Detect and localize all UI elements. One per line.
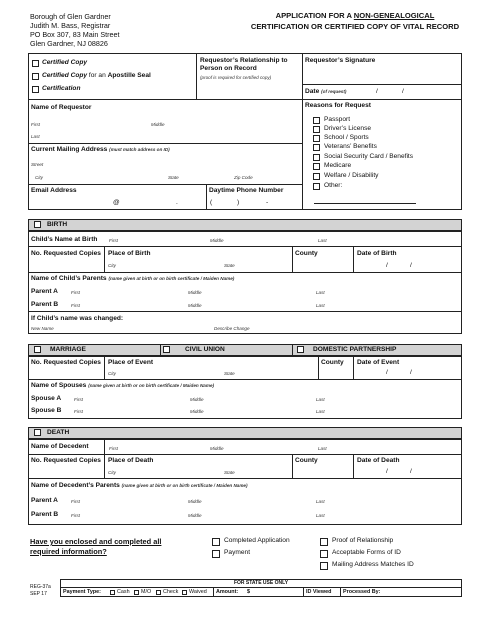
completed-application-label: Completed Application (224, 537, 290, 544)
date-of-death-label: Date of Death (357, 457, 400, 464)
county-label: County (295, 250, 318, 257)
divider (302, 53, 303, 210)
middle-hint: Middle (188, 290, 202, 295)
amount-label: Amount: (216, 589, 239, 595)
address-line: Borough of Glen Gardner (30, 12, 111, 21)
divider (353, 246, 354, 272)
divider (28, 311, 462, 312)
parent-a-label: Parent A (31, 497, 58, 504)
copies-label: No. Requested Copies (31, 457, 101, 464)
reason-checkbox[interactable] (313, 117, 320, 124)
check-checkbox[interactable] (156, 590, 161, 595)
email-label: Email Address (31, 187, 77, 194)
cash-label: Cash (117, 589, 130, 595)
middle-hint: Middle (188, 513, 202, 518)
death-band-label: DEATH (47, 429, 70, 436)
last-hint: Last (31, 134, 40, 139)
form-title (250, 10, 460, 32)
civil-union-checkbox[interactable] (163, 346, 170, 353)
mailing-matches-id-checkbox[interactable] (320, 562, 328, 570)
certified-copy-checkbox[interactable] (32, 60, 39, 67)
reason-other: Other: (324, 182, 343, 189)
title-part: APPLICATION FOR A (275, 11, 354, 20)
birth-band (28, 219, 462, 231)
reason-school: School / Sports (324, 134, 369, 141)
new-name-hint: New Name (31, 326, 54, 331)
divider (213, 587, 214, 597)
other-underline (314, 203, 416, 204)
city-hint: City (108, 263, 116, 268)
phone-close: ) (237, 199, 240, 206)
first-hint: First (71, 303, 80, 308)
enclosed-question: Have you enclosed and completed all required information? (30, 537, 162, 556)
name-changed-label: If Child’s name was changed: (31, 315, 124, 322)
parent-b-label: Parent B (31, 511, 59, 518)
county-label: County (295, 457, 318, 464)
acceptable-id-label: Acceptable Forms of ID (332, 549, 401, 556)
last-hint: Last (316, 397, 325, 402)
money-order-checkbox[interactable] (134, 590, 139, 595)
divider (206, 184, 207, 210)
date-slash: / (386, 468, 388, 475)
middle-hint: Middle (210, 446, 224, 451)
middle-hint: Middle (190, 397, 204, 402)
reason-checkbox[interactable] (313, 126, 320, 133)
divider (60, 587, 462, 588)
divider (340, 587, 341, 597)
copies-label: No. Requested Copies (31, 359, 101, 366)
email-at: @ (113, 199, 120, 206)
first-hint: First (109, 446, 118, 451)
city-hint: City (35, 175, 43, 180)
address-line: PO Box 307, 83 Main Street (30, 30, 120, 39)
reason-checkbox[interactable] (313, 154, 320, 161)
divider (353, 356, 354, 379)
reason-veterans: Veterans’ Benefits (324, 143, 377, 150)
place-of-birth-label: Place of Birth (108, 250, 151, 257)
parent-a-label: Parent A (31, 288, 58, 295)
describe-change-hint: Describe Change (214, 326, 250, 331)
date-of-event-label: Date of Event (357, 359, 400, 366)
signature-label: Requestor’s Signature (305, 57, 376, 64)
divider (196, 53, 197, 99)
reason-passport: Passport (324, 116, 351, 123)
id-viewed-label: ID Viewed (306, 589, 332, 595)
cash-checkbox[interactable] (110, 590, 115, 595)
payment-label: Payment (224, 549, 251, 556)
copies-label: No. Requested Copies (31, 250, 101, 257)
reason-drivers-license: Driver’s License (324, 125, 372, 132)
apostille-checkbox[interactable] (32, 73, 39, 80)
phone-open: ( (210, 199, 213, 206)
child-name-label: Child’s Name at Birth (31, 236, 98, 243)
middle-hint: Middle (151, 122, 165, 127)
email-dot: . (176, 199, 178, 206)
payment-checkbox[interactable] (212, 550, 220, 558)
divider (302, 99, 462, 100)
reason-checkbox[interactable] (313, 163, 320, 170)
last-hint: Last (316, 409, 325, 414)
apostille-label: Certified Copy for an Apostille Seal (42, 72, 151, 79)
first-hint: First (71, 290, 80, 295)
city-hint: City (108, 470, 116, 475)
title-line2: CERTIFICATION OR CERTIFIED COPY OF VITAL RECORD (250, 22, 460, 31)
middle-hint: Middle (188, 499, 202, 504)
dollar-sign: $ (247, 589, 250, 595)
divider (302, 84, 462, 85)
last-hint: Last (316, 513, 325, 518)
place-of-event-label: Place of Event (108, 359, 154, 366)
divider (28, 272, 462, 273)
divider (303, 587, 304, 597)
domestic-partnership-checkbox[interactable] (297, 346, 304, 353)
state-use-label: FOR STATE USE ONLY (233, 580, 289, 586)
divider (292, 246, 293, 272)
divider (292, 344, 293, 356)
money-order-label: M/O (141, 589, 152, 595)
date-label: Date (of request) (305, 88, 347, 95)
relationship-label: Requestor’s Relationship to Person on Record (200, 57, 288, 72)
divider (28, 379, 462, 380)
reason-checkbox[interactable] (313, 183, 320, 190)
reason-social-security: Social Security Card / Benefits (324, 153, 414, 160)
divider (318, 356, 319, 379)
date-slash: / (386, 262, 388, 269)
reason-medicare: Medicare (324, 162, 352, 169)
check-label: Check (163, 589, 179, 595)
decedent-parents-label: Name of Decedent’s Parents (name given at birth or on birth certificate / Maiden Name) (31, 482, 248, 489)
spouses-label: Name of Spouses (name given at birth or on birth certificate / Maiden Name) (31, 382, 215, 389)
death-checkbox[interactable] (34, 429, 41, 436)
last-hint: Last (318, 446, 327, 451)
civil-union-label: CIVIL UNION (185, 346, 225, 353)
reason-welfare: Welfare / Disability (324, 172, 379, 179)
date-slash: / (376, 88, 378, 95)
last-hint: Last (316, 303, 325, 308)
marriage-checkbox[interactable] (34, 346, 41, 353)
certification-label: Certification (42, 85, 81, 92)
reason-checkbox[interactable] (313, 135, 320, 142)
last-hint: Last (316, 290, 325, 295)
acceptable-id-checkbox[interactable] (320, 550, 328, 558)
date-slash: / (402, 88, 404, 95)
middle-hint: Middle (210, 238, 224, 243)
state-hint: State (224, 371, 235, 376)
state-hint: State (168, 175, 179, 180)
divider (104, 246, 105, 272)
zip-hint: Zip Code (234, 175, 253, 180)
parents-label: Name of Child’s Parents (name given at birth or on birth certificate / Maiden Name) (31, 275, 235, 282)
marriage-band (28, 344, 462, 356)
requestor-name-label: Name of Requestor (31, 104, 92, 111)
registrar-address (30, 12, 120, 48)
phone-label: Daytime Phone Number (209, 187, 284, 194)
decedent-label: Name of Decedent (31, 443, 89, 450)
last-hint: Last (318, 238, 327, 243)
divider (353, 454, 354, 478)
reason-checkbox[interactable] (313, 144, 320, 151)
date-slash: / (410, 369, 412, 376)
first-hint: First (71, 499, 80, 504)
marriage-label: MARRIAGE (50, 346, 86, 353)
place-of-death-label: Place of Death (108, 457, 154, 464)
proof-of-relationship-label: Proof of Relationship (332, 537, 394, 544)
birth-band-label: BIRTH (47, 221, 68, 228)
first-hint: First (74, 397, 83, 402)
certification-checkbox[interactable] (32, 86, 39, 93)
waived-label: Waived (189, 589, 207, 595)
completed-application-checkbox[interactable] (212, 538, 220, 546)
street-hint: Street (31, 162, 44, 167)
proof-of-relationship-checkbox[interactable] (320, 538, 328, 546)
domestic-partnership-label: DOMESTIC PARTNERSHIP (313, 346, 397, 353)
first-hint: First (31, 122, 40, 127)
certified-copy-label: Certified Copy (42, 59, 88, 66)
middle-hint: Middle (188, 303, 202, 308)
spouse-b-label: Spouse B (31, 407, 62, 414)
mailing-matches-id-label: Mailing Address Matches ID (332, 561, 414, 568)
title-underlined: NON-GENEALOGICAL (353, 11, 435, 20)
death-band (28, 427, 462, 439)
relationship-note: (proof is required for certified copy) (200, 75, 272, 80)
processed-by-label: Processed By: (343, 589, 381, 595)
divider (104, 439, 105, 478)
city-hint: City (108, 371, 116, 376)
divider (28, 478, 462, 479)
divider (160, 344, 161, 356)
parent-b-label: Parent B (31, 301, 59, 308)
last-hint: Last (316, 499, 325, 504)
form-number: REG-37a SEP 17 (30, 584, 51, 597)
first-hint: First (109, 238, 118, 243)
divider (28, 246, 462, 247)
date-slash: / (410, 262, 412, 269)
divider (292, 454, 293, 478)
spouse-a-label: Spouse A (31, 395, 62, 402)
phone-dash: - (266, 199, 269, 206)
address-line: Glen Gardner, NJ 08826 (30, 39, 108, 48)
reason-checkbox[interactable] (313, 173, 320, 180)
state-hint: State (224, 263, 235, 268)
date-slash: / (410, 468, 412, 475)
birth-checkbox[interactable] (34, 221, 41, 228)
first-hint: First (71, 513, 80, 518)
divider (28, 454, 462, 455)
date-slash: / (386, 369, 388, 376)
middle-hint: Middle (190, 409, 204, 414)
divider (28, 184, 302, 185)
address-line: Judith M. Bass, Registrar (30, 21, 111, 30)
divider (28, 143, 302, 144)
reasons-label: Reasons for Request (305, 102, 371, 109)
county-label: County (321, 359, 344, 366)
divider (104, 356, 105, 379)
date-of-birth-label: Date of Birth (357, 250, 397, 257)
waived-checkbox[interactable] (182, 590, 187, 595)
mailing-address-label: Current Mailing Address (must match address on ID) (31, 146, 170, 153)
first-hint: First (74, 409, 83, 414)
state-hint: State (224, 470, 235, 475)
payment-type-label: Payment Type: (63, 589, 101, 595)
divider (28, 99, 302, 100)
